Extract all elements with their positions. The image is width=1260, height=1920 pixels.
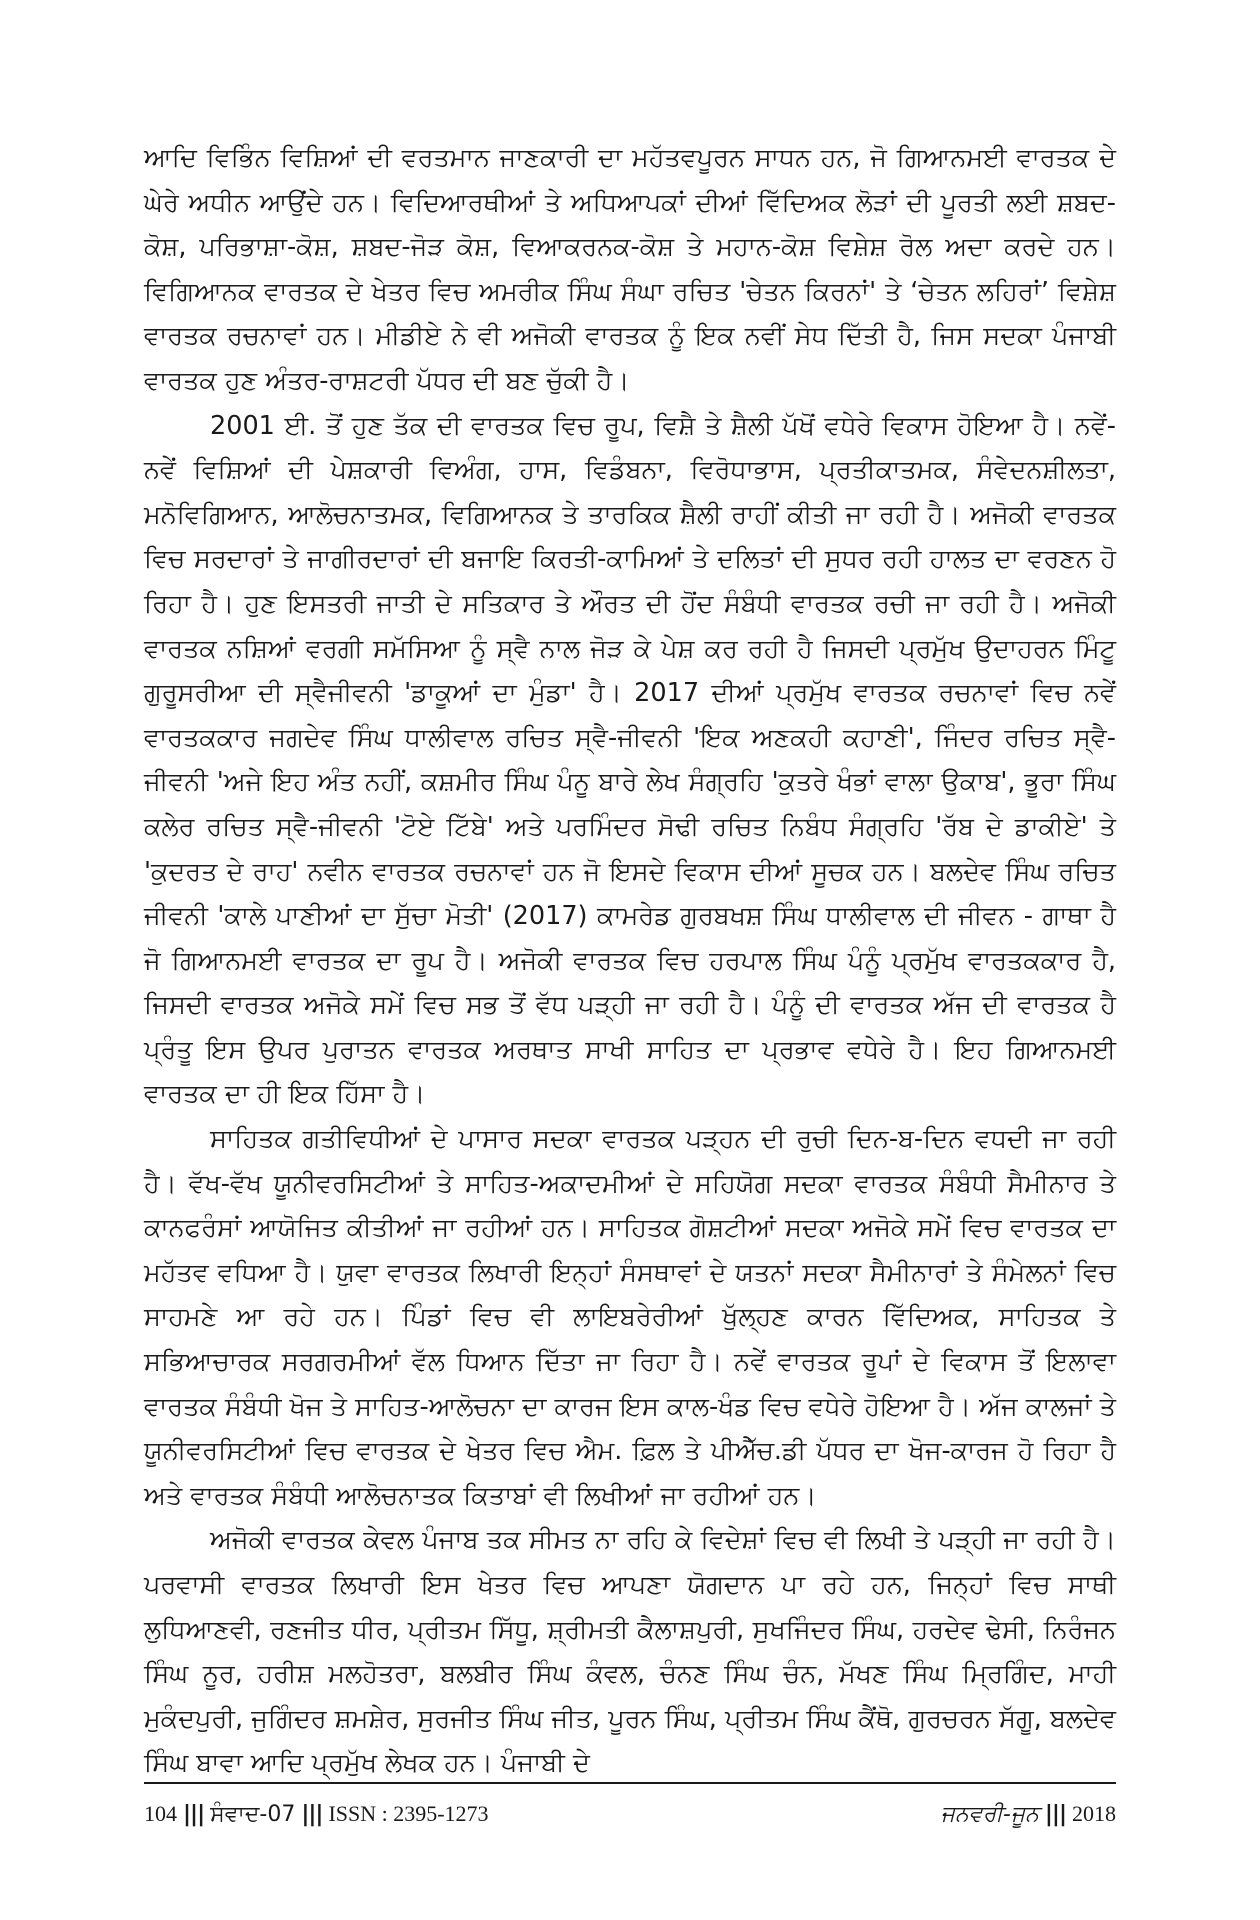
page-footer: [144, 1796, 1116, 1832]
footer-divider: [144, 1782, 1116, 1784]
paragraph-2: 2001 ਈ. ਤੋਂ ਹੁਣ ਤੱਕ ਦੀ ਵਾਰਤਕ ਵਿਚ ਰੂਪ, ਵਿਸ਼ੈ ਤੇ ਸ਼ੈਲੀ ਪੱਖੋਂ ਵਧੇਰੇ ਵਿਕਾਸ ਹੋਇਆ ਹੈ। ਨਵੇਂ-ਨਵੇਂ ਵਿਸ਼ਿਆਂ ਦੀ ਪੇਸ਼ਕਾਰੀ ਵਿਅੰਗ, ਹਾਸ, ਵਿਡੰਬਨਾ, ਵਿਰੋਧਾਭਾਸ, ਪ੍ਰਤੀਕਾਤਮਕ, ਸੰਵੇਦਨਸ਼ੀਲਤਾ, ਮਨੋਵਿਗਿਆਨ, ਆਲੋਚਨਾਤਮਕ, ਵਿਗਿਆਨਕ ਤੇ ਤਾਰਕਿਕ ਸ਼ੈਲੀ ਰਾਹੀਂ ਕੀਤੀ ਜਾ ਰਹੀ ਹੈ। ਅਜੋਕੀ ਵਾਰਤਕ ਵਿਚ ਸਰਦਾਰਾਂ ਤੇ ਜਾਗੀਰਦਾਰਾਂ ਦੀ ਬਜਾਇ ਕਿਰਤੀ-ਕਾਮਿਆਂ ਤੇ ਦਲਿਤਾਂ ਦੀ ਸੁਧਰ ਰਹੀ ਹਾਲਤ ਦਾ ਵਰਣਨ ਹੋ ਰਿਹਾ ਹੈ। ਹੁਣ ਇਸਤਰੀ ਜਾਤੀ ਦੇ ਸਤਿਕਾਰ ਤੇ ਔਰਤ ਦੀ ਹੋਂਦ ਸੰਬੰਧੀ ਵਾਰਤਕ ਰਚੀ ਜਾ ਰਹੀ ਹੈ। ਅਜੋਕੀ ਵਾਰਤਕ ਨਸ਼ਿਆਂ ਵਰਗੀ ਸਮੱਸਿਆ ਨੂੰ ਸ੍ਵੈ ਨਾਲ ਜੋੜ ਕੇ ਪੇਸ਼ ਕਰ ਰਹੀ ਹੈ ਜਿਸਦੀ ਪ੍ਰਮੁੱਖ ਉਦਾਹਰਨ ਮਿੰਟੂ ਗੁਰੂਸਰੀਆ ਦੀ ਸ੍ਵੈਜੀਵਨੀ 'ਡਾਕੂਆਂ ਦਾ ਮੁੰਡਾ' ਹੈ। 2017 ਦੀਆਂ ਪ੍ਰਮੁੱਖ ਵਾਰਤਕ ਰਚਨਾਵਾਂ ਵਿਚ ਨਵੇਂ ਵਾਰਤਕਕਾਰ ਜਗਦੇਵ ਸਿੰਘ ਧਾਲੀਵਾਲ ਰਚਿਤ ਸ੍ਵੈ-ਜੀਵਨੀ 'ਇਕ ਅਣਕਹੀ ਕਹਾਣੀ', ਜਿੰਦਰ ਰਚਿਤ ਸ੍ਵੈ-ਜੀਵਨੀ 'ਅਜੇ ਇਹ ਅੰਤ ਨਹੀਂ, ਕਸ਼ਮੀਰ ਸਿੰਘ ਪੰਨੂ ਬਾਰੇ ਲੇਖ ਸੰਗ੍ਰਹਿ 'ਕੁਤਰੇ ਖੰਭਾਂ ਵਾਲਾ ਉਕਾਬ', ਭੂਰਾ ਸਿੰਘ ਕਲੇਰ ਰਚਿਤ ਸ੍ਵੈ-ਜੀਵਨੀ 'ਟੋਏ ਟਿੱਬੇ' ਅਤੇ ਪਰਮਿੰਦਰ ਸੋਢੀ ਰਚਿਤ ਨਿਬੰਧ ਸੰਗ੍ਰਹਿ 'ਰੱਬ ਦੇ ਡਾਕੀਏ' ਤੇ 'ਕੁਦਰਤ ਦੇ ਰਾਹ' ਨਵੀਨ ਵਾਰਤਕ ਰਚਨਾਵਾਂ ਹਨ ਜੋ ਇਸਦੇ ਵਿਕਾਸ ਦੀਆਂ ਸੂਚਕ ਹਨ। ਬਲਦੇਵ ਸਿੰਘ ਰਚਿਤ ਜੀਵਨੀ 'ਕਾਲੇ ਪਾਣੀਆਂ ਦਾ ਸੁੱਚਾ ਮੋਤੀ' (2017) ਕਾਮਰੇਡ ਗੁਰਬਖਸ਼ ਸਿੰਘ ਧਾਲੀਵਾਲ ਦੀ ਜੀਵਨ - ਗਾਥਾ ਹੈ ਜੋ ਗਿਆਨਮਈ ਵਾਰਤਕ ਦਾ ਰੂਪ ਹੈ। ਅਜੋਕੀ ਵਾਰਤਕ ਵਿਚ ਹਰਪਾਲ ਸਿੰਘ ਪੰਨੂੰ ਪ੍ਰਮੁੱਖ ਵਾਰਤਕਕਾਰ ਹੈ, ਜਿਸਦੀ ਵਾਰਤਕ ਅਜੋਕੇ ਸਮੇਂ ਵਿਚ ਸਭ ਤੋਂ ਵੱਧ ਪੜ੍ਹੀ ਜਾ ਰਹੀ ਹੈ। ਪੰਨੂੰ ਦੀ ਵਾਰਤਕ ਅੱਜ ਦੀ ਵਾਰਤਕ ਹੈ ਪ੍ਰੰਤੂ ਇਸ ਉਪਰ ਪੁਰਾਤਨ ਵਾਰਤਕ ਅਰਥਾਤ ਸਾਖੀ ਸਾਹਿਤ ਦਾ ਪ੍ਰਭਾਵ ਵਧੇਰੇ ਹੈ। ਇਹ ਗਿਆਨਮਈ ਵਾਰਤਕ ਦਾ ਹੀ ਇਕ ਹਿੱਸਾ ਹੈ।: [144, 410, 1116, 1110]
page-number: 104: [144, 1801, 177, 1826]
footer-right: [941, 1796, 1116, 1833]
article-body: [144, 136, 1116, 1786]
footer-left: [144, 1796, 489, 1833]
footer-separator: |||: [1044, 1802, 1066, 1827]
footer-separator: |||: [301, 1802, 323, 1827]
issue-season: ਜਨਵਰੀ-ਜੂਨ: [940, 1802, 1039, 1827]
paragraph-1: ਆਦਿ ਵਿਭਿੰਨ ਵਿਸ਼ਿਆਂ ਦੀ ਵਰਤਮਾਨ ਜਾਣਕਾਰੀ ਦਾ ਮਹੱਤਵਪੂਰਨ ਸਾਧਨ ਹਨ, ਜੋ ਗਿਆਨਮਈ ਵਾਰਤਕ ਦੇ ਘੇਰੇ ਅਧੀਨ ਆਉਂਦੇ ਹਨ। ਵਿਦਿਆਰਥੀਆਂ ਤੇ ਅਧਿਆਪਕਾਂ ਦੀਆਂ ਵਿੱਦਿਅਕ ਲੋੜਾਂ ਦੀ ਪੂਰਤੀ ਲਈ ਸ਼ਬਦ-ਕੋਸ਼, ਪਰਿਭਾਸ਼ਾ-ਕੋਸ਼, ਸ਼ਬਦ-ਜੋੜ ਕੋਸ਼, ਵਿਆਕਰਨਕ-ਕੋਸ਼ ਤੇ ਮਹਾਨ-ਕੋਸ਼ ਵਿਸ਼ੇਸ਼ ਰੋਲ ਅਦਾ ਕਰਦੇ ਹਨ। ਵਿਗਿਆਨਕ ਵਾਰਤਕ ਦੇ ਖੇਤਰ ਵਿਚ ਅਮਰੀਕ ਸਿੰਘ ਸੰਘਾ ਰਚਿਤ 'ਚੇਤਨ ਕਿਰਨਾਂ' ਤੇ ‘ਚੇਤਨ ਲਹਿਰਾਂ’ ਵਿਸ਼ੇਸ਼ ਵਾਰਤਕ ਰਚਨਾਵਾਂ ਹਨ। ਮੀਡੀਏ ਨੇ ਵੀ ਅਜੋਕੀ ਵਾਰਤਕ ਨੂੰ ਇਕ ਨਵੀਂ ਸੇਧ ਦਿੱਤੀ ਹੈ, ਜਿਸ ਸਦਕਾ ਪੰਜਾਬੀ ਵਾਰਤਕ ਹੁਣ ਅੰਤਰ-ਰਾਸ਼ਟਰੀ ਪੱਧਰ ਦੀ ਬਣ ਚੁੱਕੀ ਹੈ।: [144, 143, 1116, 396]
issue-year: 2018: [1072, 1801, 1116, 1826]
journal-issue: ਸੰਵਾਦ-07: [210, 1802, 296, 1827]
footer-separator: |||: [183, 1802, 205, 1827]
paragraph-3: ਸਾਹਿਤਕ ਗਤੀਵਿਧੀਆਂ ਦੇ ਪਾਸਾਰ ਸਦਕਾ ਵਾਰਤਕ ਪੜ੍ਹਨ ਦੀ ਰੁਚੀ ਦਿਨ-ਬ-ਦਿਨ ਵਧਦੀ ਜਾ ਰਹੀ ਹੈ। ਵੱਖ-ਵੱਖ ਯੂਨੀਵਰਸਿਟੀਆਂ ਤੇ ਸਾਹਿਤ-ਅਕਾਦਮੀਆਂ ਦੇ ਸਹਿਯੋਗ ਸਦਕਾ ਵਾਰਤਕ ਸੰਬੰਧੀ ਸੈਮੀਨਾਰ ਤੇ ਕਾਨਫਰੰਸਾਂ ਆਯੋਜਿਤ ਕੀਤੀਆਂ ਜਾ ਰਹੀਆਂ ਹਨ। ਸਾਹਿਤਕ ਗੋਸ਼ਟੀਆਂ ਸਦਕਾ ਅਜੋਕੇ ਸਮੇਂ ਵਿਚ ਵਾਰਤਕ ਦਾ ਮਹੱਤਵ ਵਧਿਆ ਹੈ। ਯੁਵਾ ਵਾਰਤਕ ਲਿਖਾਰੀ ਇਨ੍ਹਾਂ ਸੰਸਥਾਵਾਂ ਦੇ ਯਤਨਾਂ ਸਦਕਾ ਸੈਮੀਨਾਰਾਂ ਤੇ ਸੰਮੇਲਨਾਂ ਵਿਚ ਸਾਹਮਣੇ ਆ ਰਹੇ ਹਨ। ਪਿੰਡਾਂ ਵਿਚ ਵੀ ਲਾਇਬਰੇਰੀਆਂ ਖੁੱਲ੍ਹਣ ਕਾਰਨ ਵਿੱਦਿਅਕ, ਸਾਹਿਤਕ ਤੇ ਸਭਿਆਚਾਰਕ ਸਰਗਰਮੀਆਂ ਵੱਲ ਧਿਆਨ ਦਿੱਤਾ ਜਾ ਰਿਹਾ ਹੈ। ਨਵੇਂ ਵਾਰਤਕ ਰੂਪਾਂ ਦੇ ਵਿਕਾਸ ਤੋਂ ਇਲਾਵਾ ਵਾਰਤਕ ਸੰਬੰਧੀ ਖੋਜ ਤੇ ਸਾਹਿਤ-ਆਲੋਚਨਾ ਦਾ ਕਾਰਜ ਇਸ ਕਾਲ-ਖੰਡ ਵਿਚ ਵਧੇਰੇ ਹੋਇਆ ਹੈ। ਅੱਜ ਕਾਲਜਾਂ ਤੇ ਯੂਨੀਵਰਸਿਟੀਆਂ ਵਿਚ ਵਾਰਤਕ ਦੇ ਖੇਤਰ ਵਿਚ ਐਮ. ਫ਼ਿਲ ਤੇ ਪੀਐੱਚ.ਡੀ ਪੱਧਰ ਦਾ ਖੋਜ-ਕਾਰਜ ਹੋ ਰਿਹਾ ਹੈ ਅਤੇ ਵਾਰਤਕ ਸੰਬੰਧੀ ਆਲੋਚਨਾਤਕ ਕਿਤਾਬਾਂ ਵੀ ਲਿਖੀਆਂ ਜਾ ਰਹੀਆਂ ਹਨ।: [144, 1124, 1116, 1511]
paragraph-4: ਅਜੋਕੀ ਵਾਰਤਕ ਕੇਵਲ ਪੰਜਾਬ ਤਕ ਸੀਮਤ ਨਾ ਰਹਿ ਕੇ ਵਿਦੇਸ਼ਾਂ ਵਿਚ ਵੀ ਲਿਖੀ ਤੇ ਪੜ੍ਹੀ ਜਾ ਰਹੀ ਹੈ। ਪਰਵਾਸੀ ਵਾਰਤਕ ਲਿਖਾਰੀ ਇਸ ਖੇਤਰ ਵਿਚ ਆਪਣਾ ਯੋਗਦਾਨ ਪਾ ਰਹੇ ਹਨ, ਜਿਨ੍ਹਾਂ ਵਿਚ ਸਾਥੀ ਲੁਧਿਆਣਵੀ, ਰਣਜੀਤ ਧੀਰ, ਪ੍ਰੀਤਮ ਸਿੱਧੂ, ਸ਼੍ਰੀਮਤੀ ਕੈਲਾਸ਼ਪੁਰੀ, ਸੁਖਜਿੰਦਰ ਸਿੰਘ, ਹਰਦੇਵ ਢੇਸੀ, ਨਿਰੰਜਨ ਸਿੰਘ ਨੂਰ, ਹਰੀਸ਼ ਮਲਹੋਤਰਾ, ਬਲਬੀਰ ਸਿੰਘ ਕੰਵਲ, ਚੰਨਣ ਸਿੰਘ ਚੰਨ, ਮੱਖਣ ਸਿੰਘ ਮ੍ਰਿਗਿੰਦ, ਮਾਹੀ ਮੁਕੰਦਪੁਰੀ, ਜੁਗਿੰਦਰ ਸ਼ਮਸ਼ੇਰ, ਸੁਰਜੀਤ ਸਿੰਘ ਜੀਤ, ਪੂਰਨ ਸਿੰਘ, ਪ੍ਰੀਤਮ ਸਿੰਘ ਕੈਂਥੋ, ਗੁਰਚਰਨ ਸੱਗੂ, ਬਲਦੇਵ ਸਿੰਘ ਬਾਵਾ ਆਦਿ ਪ੍ਰਮੁੱਖ ਲੇਖਕ ਹਨ। ਪੰਜਾਬੀ ਦੇ: [144, 1525, 1116, 1779]
issn-number: ISSN : 2395-1273: [328, 1801, 489, 1826]
